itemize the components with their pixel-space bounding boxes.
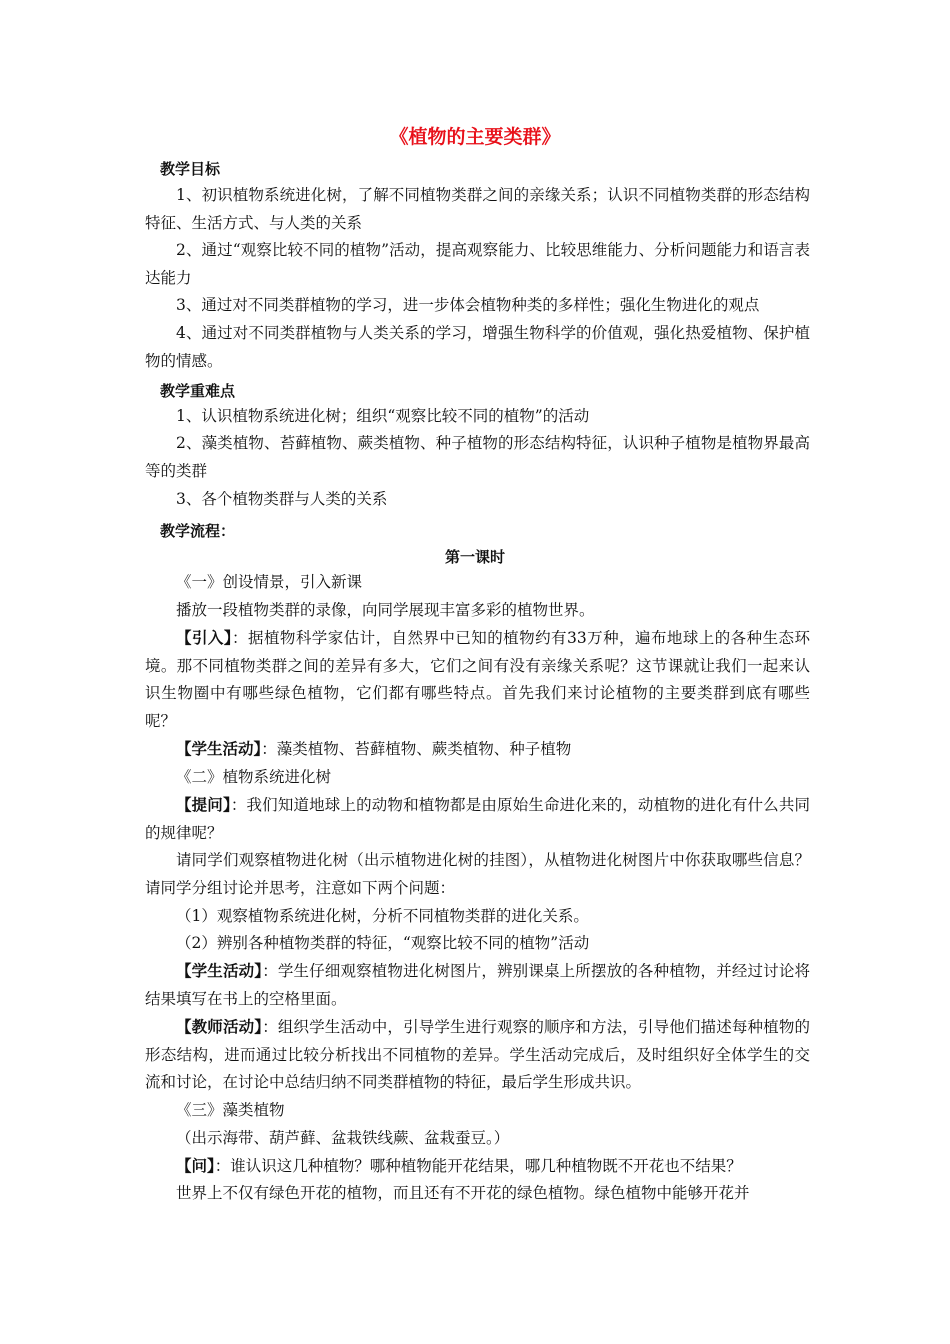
document-title: 《植物的主要类群》 xyxy=(389,126,561,148)
key-point-1: 1、认识植物系统进化树；组织“观察比较不同的植物”的活动 xyxy=(176,407,590,425)
label-student-activity: 【学生活动】 xyxy=(176,740,262,758)
label-teacher-activity: 【教师活动】 xyxy=(176,1018,263,1036)
lesson-heading: 第一课时 xyxy=(444,548,505,566)
section-3-paragraph-1: （出示海带、葫芦藓、盆栽铁线蕨、盆栽蚕豆。） xyxy=(176,1129,510,1147)
heading-key-points: 教学重难点 xyxy=(160,382,236,400)
student-activity-2-text: ：学生仔细观察植物进化树图片，辨别课桌上所摆放的各种植物，并经过讨论将结果填写在书上的空格里面。 xyxy=(145,962,810,1008)
section-3-paragraph-2 xyxy=(145,1153,810,1181)
label-intro: 【引入】 xyxy=(176,629,233,647)
label-student-activity-2: 【学生活动】 xyxy=(176,962,263,980)
intro-text: ：据植物科学家估计，自然界中已知的植物约有33万种，遍布地球上的各种生态环境。那不同植物类群之间的差异有多大，它们之间有没有亲缘关系呢？这节课就让我们一起来认识生物圈中有哪些绿色植物，它们都有哪些特点。首先我们来讨论植物的主要类群到底有哪些呢？ xyxy=(145,629,810,730)
section-3-paragraph-3: 世界上不仅有绿色开花的植物，而且还有不开花的绿色植物。绿色植物中能够开花并 xyxy=(176,1184,750,1202)
teacher-activity-text: ：组织学生活动中，引导学生进行观察的顺序和方法，引导他们描述每种植物的形态结构，进而通过比较分析找出不同植物的差异。学生活动完成后，及时组织好全体学生的交流和讨论，在讨论中总结归纳不同类群植物的特征，最后学生形成共识。 xyxy=(145,1018,810,1091)
section-1-paragraph-3 xyxy=(145,736,810,764)
question-text: ：我们知道地球上的动物和植物都是由原始生命进化来的，动植物的进化有什么共同的规律呢？ xyxy=(145,796,810,842)
section-2-paragraph-1 xyxy=(145,792,810,847)
student-activity-text: ：藻类植物、苔藓植物、蕨类植物、种子植物 xyxy=(261,740,572,758)
heading-teaching-flow: 教学流程： xyxy=(160,522,236,540)
label-question: 【提问】 xyxy=(176,796,231,814)
key-point-2: 2、藻类植物、苔藓植物、蕨类植物、种子植物的形态结构特征，认识种子植物是植物界最高等的类群 xyxy=(145,434,810,480)
heading-teaching-goals: 教学目标 xyxy=(160,160,221,178)
goal-4: 4、通过对不同类群植物与人类关系的学习，增强生物科学的价值观，强化热爱植物、保护植物的情感。 xyxy=(145,324,810,370)
section-1-paragraph-1: 播放一段植物类群的录像，向同学展现丰富多彩的植物世界。 xyxy=(176,601,595,619)
section-2-question-1: （1）观察植物系统进化树，分析不同植物类群的进化关系。 xyxy=(176,907,589,925)
key-point-3: 3、各个植物类群与人类的关系 xyxy=(176,490,388,508)
section-2-title: 《二》植物系统进化树 xyxy=(176,768,332,786)
section-3-title: 《三》藻类植物 xyxy=(176,1101,285,1119)
section-1-title: 《一》创设情景，引入新课 xyxy=(176,573,363,591)
ask-text: ：谁认识这几种植物？哪种植物能开花结果，哪几种植物既不开花也不结果？ xyxy=(214,1157,742,1175)
section-2-paragraph-4 xyxy=(145,1014,810,1097)
goal-2: 2、通过“观察比较不同的植物”活动，提高观察能力、比较思维能力、分析问题能力和语言表达能力 xyxy=(145,241,810,287)
goal-3: 3、通过对不同类群植物的学习，进一步体会植物种类的多样性；强化生物进化的观点 xyxy=(176,296,760,314)
section-1-paragraph-2 xyxy=(145,625,810,735)
section-2-paragraph-2: 请同学们观察植物进化树（出示植物进化树的挂图），从植物进化树图片中你获取哪些信息？请同学分组讨论并思考，注意如下两个问题： xyxy=(145,851,810,897)
goal-1: 1、初识植物系统进化树，了解不同植物类群之间的亲缘关系；认识不同植物类群的形态结构特征、生活方式、与人类的关系 xyxy=(145,186,810,232)
label-ask: 【问】 xyxy=(176,1157,215,1175)
section-2-paragraph-3 xyxy=(145,958,810,1013)
section-2-question-2: （2）辨别各种植物类群的特征，“观察比较不同的植物”活动 xyxy=(176,934,590,952)
